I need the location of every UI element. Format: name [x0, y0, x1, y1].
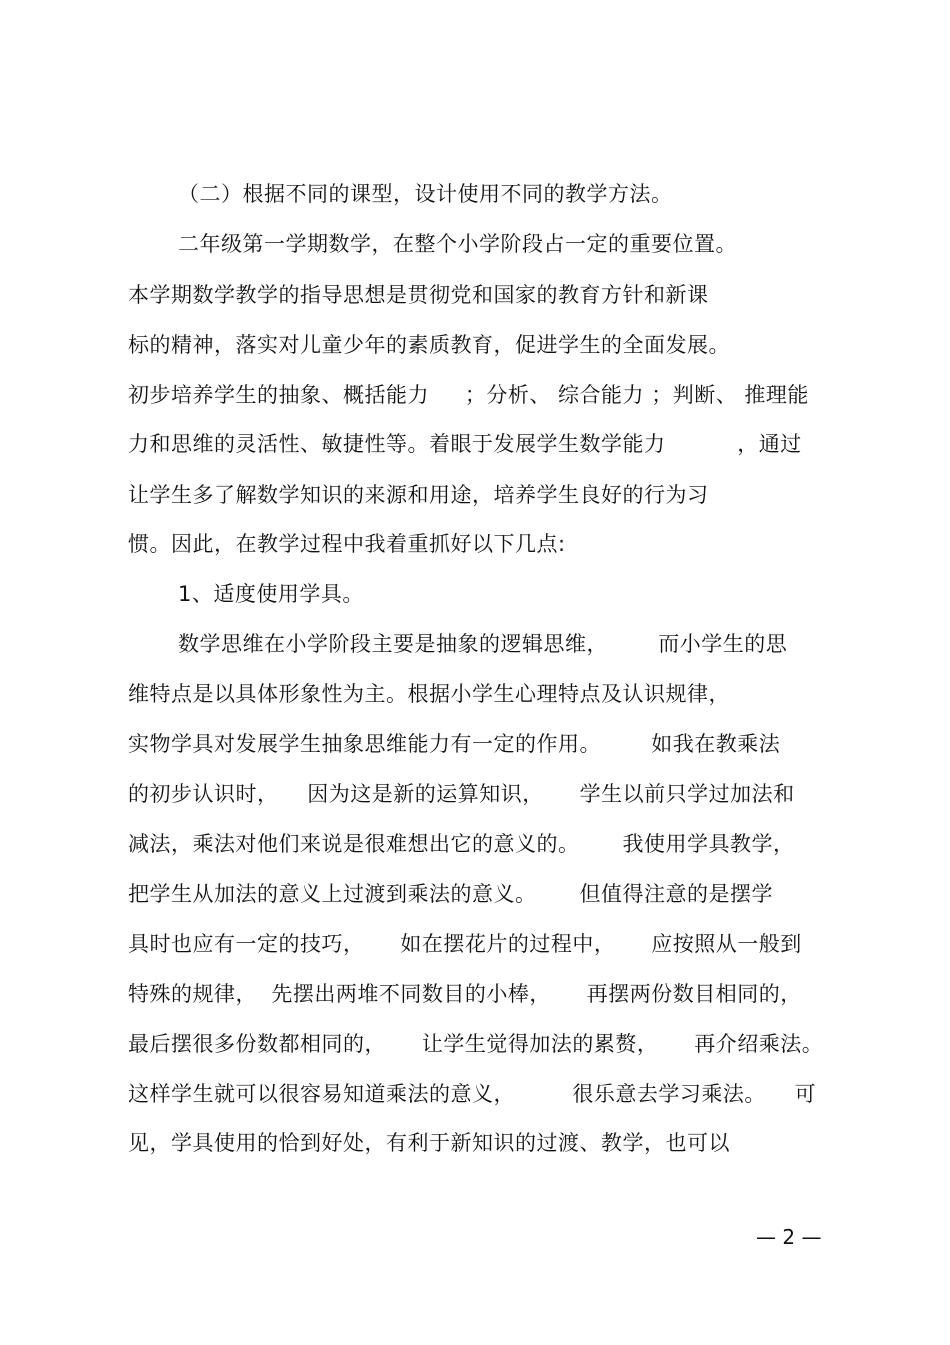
text-line-14: 减法，乘法对他们来说是很难想出它的意义的。 我使用学具教学， [128, 832, 795, 856]
text-line-3: 本学期数学教学的指导思想是贯彻党和国家的教育方针和新课 [128, 283, 709, 307]
text-line-12: 实物学具对发展学生抽象思维能力有一定的作用。 如我在教乘法 [128, 732, 781, 756]
text-line-4: 标的精神，落实对儿童少年的素质教育，促进学生的全面发展。 [128, 333, 730, 357]
text-line-17: 特殊的规律， 先摆出两堆不同数目的小棒， 再摆两份数目相同的， [128, 982, 802, 1006]
text-line-19: 这样学生就可以很容易知道乘法的意义， 很乐意去学习乘法。 可 [128, 1082, 817, 1106]
text-line-20: 见，学具使用的恰到好处，有利于新知识的过渡、教学，也可以 [128, 1131, 730, 1155]
text-line-5: 初步培养学生的抽象、概括能力 ；分析、 综合能力 ；判断、 推理能 [128, 383, 809, 407]
text-line-18: 最后摆很多份数都相同的， 让学生觉得加法的累赘， 再介绍乘法。 [128, 1032, 824, 1056]
text-line-2: 二年级第一学期数学，在整个小学阶段占一定的重要位置。 [178, 232, 737, 256]
text-line-1: （二）根据不同的课型，设计使用不同的教学方法。 [178, 182, 673, 206]
text-line-11: 维特点是以具体形象性为主。根据小学生心理特点及认识规律， [128, 682, 730, 706]
text-line-6: 力和思维的灵活性、敏捷性等。着眼于发展学生数学能力 ，通过 [128, 432, 802, 456]
text-line-8: 惯。因此，在教学过程中我着重抓好以下几点: [128, 532, 566, 556]
text-line-15: 把学生从加法的意义上过渡到乘法的意义。 但值得注意的是摆学 [128, 882, 774, 906]
text-line-16: 具时也应有一定的技巧， 如在摆花片的过程中， 应按照从一般到 [128, 932, 802, 956]
text-line-13: 的初步认识时， 因为这是新的运算知识， 学生以前只学过加法和 [128, 782, 795, 806]
text-line-9: 1、适度使用学具。 [178, 582, 364, 606]
text-line-10: 数学思维在小学阶段主要是抽象的逻辑思维， 而小学生的思 [178, 632, 788, 656]
page-number: — 2 — [756, 1225, 822, 1249]
text-line-7: 让学生多了解数学知识的来源和用途，培养学生良好的行为习 [128, 483, 709, 507]
